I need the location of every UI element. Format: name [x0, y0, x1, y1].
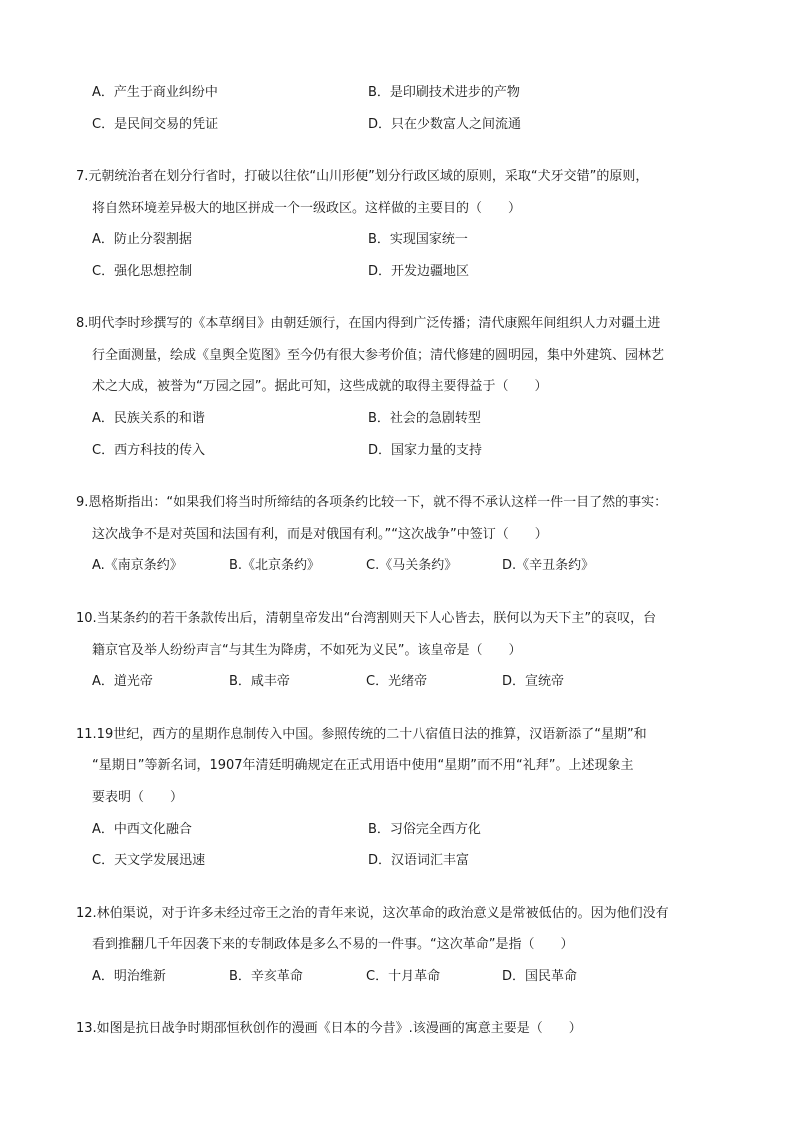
q9-stem-line-1: 9.恩格斯指出：“如果我们将当时所缔结的各项条约比较一下，就不得不承认这样一件一目了然的事实： — [76, 495, 668, 510]
q7-stem-line-1: 7.元朝统治者在划分行省时，打破以往依“山川形便”划分行政区域的原则，采取“犬牙交错”的原则， — [76, 169, 649, 184]
q12-stem-line-1: 12.林伯渠说，对于许多未经过帝王之治的青年来说，这次革命的政治意义是常被低估的。因为他们没有 — [76, 906, 669, 921]
q12-stem-line-2: 看到推翻几千年因袭下来的专制政体是多么不易的一件事。“这次革命”是指（ ） — [92, 937, 574, 952]
q10-option-c[interactable]: C．光绪帝 — [366, 674, 428, 689]
q8-option-d[interactable]: D．国家力量的支持 — [368, 443, 483, 458]
q11-option-d[interactable]: D．汉语词汇丰富 — [368, 853, 470, 868]
q11-option-b[interactable]: B．习俗完全西方化 — [368, 822, 481, 837]
q13-stem-line-1: 13.如图是抗日战争时期邵恒秋创作的漫画《日本的今昔》.该漫画的寓意主要是（ ） — [76, 1021, 582, 1036]
q9-option-b[interactable]: B.《北京条约》 — [229, 558, 321, 573]
q8-option-a[interactable]: A．民族关系的和谐 — [92, 411, 205, 426]
q11-option-c[interactable]: C．天文学发展迅速 — [92, 853, 206, 868]
q9-stem-line-2: 这次战争不是对英国和法国有利，而是对俄国有利。”“这次战争”中签订（ ） — [92, 527, 548, 542]
q7-option-a[interactable]: A．防止分裂割据 — [92, 232, 192, 247]
q8-stem-line-1: 8.明代李时珍撰写的《本草纲目》由朝廷颁行，在国内得到广泛传播；清代康熙年间组织人力对疆土进 — [76, 316, 661, 331]
q12-option-a[interactable]: A．明治维新 — [92, 969, 166, 984]
q8-stem-line-3: 术之大成，被誉为“万园之园”。据此可知，这些成就的取得主要得益于（ ） — [92, 379, 548, 394]
q6-option-b[interactable]: B．是印刷技术进步的产物 — [368, 85, 520, 100]
q6-option-d[interactable]: D．只在少数富人之间流通 — [368, 117, 522, 132]
q8-option-c[interactable]: C．西方科技的传入 — [92, 443, 206, 458]
q8-option-b[interactable]: B．社会的急剧转型 — [368, 411, 481, 426]
q7-option-c[interactable]: C．强化思想控制 — [92, 264, 193, 279]
q9-option-a[interactable]: A.《南京条约》 — [92, 558, 183, 573]
q9-option-c[interactable]: C.《马关条约》 — [366, 558, 458, 573]
q7-option-d[interactable]: D．开发边疆地区 — [368, 264, 470, 279]
q10-option-b[interactable]: B．咸丰帝 — [229, 674, 290, 689]
q11-stem-line-3: 要表明（ ） — [92, 790, 184, 805]
q11-option-a[interactable]: A．中西文化融合 — [92, 822, 192, 837]
q12-option-d[interactable]: D．国民革命 — [502, 969, 578, 984]
q8-stem-line-2: 行全面测量，绘成《皇舆全览图》至今仍有很大参考价值；清代修建的圆明园，集中外建筑、园林艺 — [92, 348, 665, 363]
q7-stem-line-2: 将自然环境差异极大的地区拼成一个一级政区。这样做的主要目的（ ） — [92, 201, 522, 216]
q12-option-b[interactable]: B．辛亥革命 — [229, 969, 303, 984]
q11-stem-line-2: “星期日”等新名词，1907年清廷明确规定在正式用语中使用“星期”而不用“礼拜”。上述现象主 — [92, 758, 634, 773]
q10-option-d[interactable]: D．宣统帝 — [502, 674, 565, 689]
q10-stem-line-2: 籍京官及举人纷纷声言“与其生为降虏，不如死为义民”。该皇帝是（ ） — [92, 643, 522, 658]
q9-option-d[interactable]: D.《辛丑条约》 — [502, 558, 595, 573]
q6-option-a[interactable]: A．产生于商业纠纷中 — [92, 85, 218, 100]
q10-option-a[interactable]: A．道光帝 — [92, 674, 153, 689]
q7-option-b[interactable]: B．实现国家统一 — [368, 232, 468, 247]
q10-stem-line-1: 10.当某条约的若干条款传出后，清朝皇帝发出“台湾割则天下人心皆去，朕何以为天下主”的哀叹，台 — [76, 611, 657, 626]
q11-stem-line-1: 11.19世纪，西方的星期作息制传入中国。参照传统的二十八宿值日法的推算，汉语新添了“星期”和 — [76, 727, 647, 742]
q6-option-c[interactable]: C．是民间交易的凭证 — [92, 117, 219, 132]
q12-option-c[interactable]: C．十月革命 — [366, 969, 441, 984]
